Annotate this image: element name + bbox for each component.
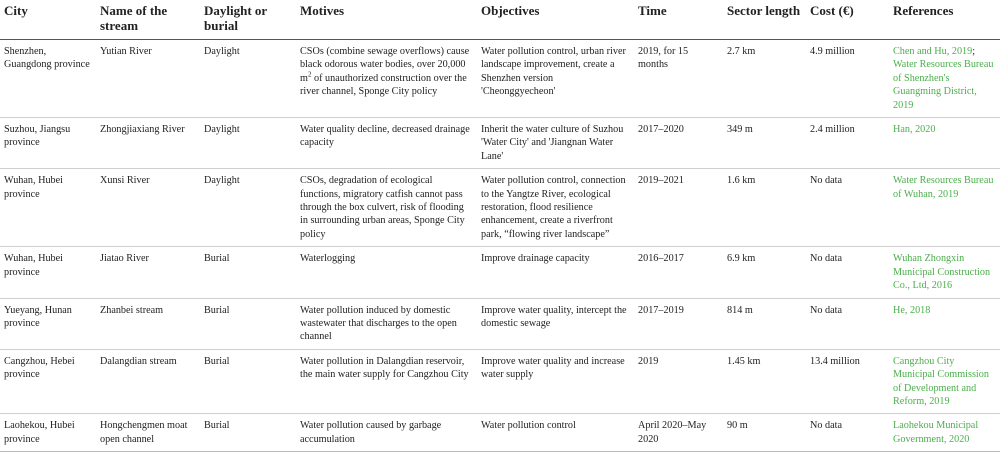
references-cell xyxy=(889,349,1000,414)
length-cell: 90 m xyxy=(723,414,806,452)
motives-cell: Water pollution induced by domestic wastewater that discharges to the open channel xyxy=(296,298,477,349)
type-cell: Burial xyxy=(200,298,296,349)
length-cell: 1.45 km xyxy=(723,349,806,414)
header-type: Daylight or burial xyxy=(200,0,296,40)
header-time: Time xyxy=(634,0,723,40)
header-city: City xyxy=(0,0,96,40)
header-objectives: Objectives xyxy=(477,0,634,40)
reference-link[interactable]: He, 2018 xyxy=(893,304,931,316)
reference-link[interactable]: Water Resources Bureau of Shenzhen's Guangming District, 2019 xyxy=(893,59,994,111)
stream-cell: Yutian River xyxy=(96,40,200,118)
cost-cell: 4.9 million xyxy=(806,40,889,118)
objectives-cell: Inherit the water culture of Suzhou 'Water City' and 'Jiangnan Water Lane' xyxy=(477,118,634,169)
cost-cell: 2.4 million xyxy=(806,118,889,169)
table-row xyxy=(0,40,1000,118)
reference-link[interactable]: Cangzhou City Municipal Commission of Development and Reform, 2019 xyxy=(893,355,989,407)
objectives-cell: Water pollution control, connection to the Yangtze River, ecological restoration, flood resilience enhancement, create a riverfront park, “flowing river landscape” xyxy=(477,169,634,247)
city-cell: Cangzhou, Hebei province xyxy=(0,349,96,414)
superscript: 2 xyxy=(307,70,312,79)
reference-separator: ; xyxy=(972,46,976,57)
time-cell: 2017–2019 xyxy=(634,298,723,349)
length-cell: 349 m xyxy=(723,118,806,169)
type-cell: Burial xyxy=(200,247,296,298)
motives-cell: Water pollution caused by garbage accumulation xyxy=(296,414,477,452)
cost-cell: No data xyxy=(806,298,889,349)
stream-cell: Jiatao River xyxy=(96,247,200,298)
stream-cell: Zhanbei stream xyxy=(96,298,200,349)
time-cell: April 2020–May 2020 xyxy=(634,414,723,452)
objectives-cell: Improve water quality, intercept the domestic sewage xyxy=(477,298,634,349)
references-cell xyxy=(889,414,1000,452)
header-stream: Name of the stream xyxy=(96,0,200,40)
motives-cell: CSOs, degradation of ecological functions, migratory catfish cannot pass through the box culvert, risk of flooding in surrounding urban areas, Sponge City policy xyxy=(296,169,477,247)
references-cell xyxy=(889,298,1000,349)
motives-text: CSOs (combine sewage overflows) cause black odorous water bodies, over 20,000 m xyxy=(300,46,470,84)
reference-link[interactable]: Han, 2020 xyxy=(893,124,936,136)
cost-cell: No data xyxy=(806,247,889,298)
time-cell: 2019, for 15 months xyxy=(634,40,723,118)
table-row xyxy=(0,349,1000,414)
type-cell: Burial xyxy=(200,349,296,414)
header-row xyxy=(0,0,1000,40)
cost-cell: 13.4 million xyxy=(806,349,889,414)
objectives-cell: Improve drainage capacity xyxy=(477,247,634,298)
motives-cell xyxy=(296,40,477,118)
objectives-cell: Water pollution control, urban river landscape improvement, create a Shenzhen version 'Cheonggyecheon' xyxy=(477,40,634,118)
stream-cell: Dalangdian stream xyxy=(96,349,200,414)
header-references: References xyxy=(889,0,1000,40)
stream-cell: Zhongjiaxiang River xyxy=(96,118,200,169)
city-cell: Yueyang, Hunan province xyxy=(0,298,96,349)
table-row xyxy=(0,414,1000,452)
motives-cell: Waterlogging xyxy=(296,247,477,298)
time-cell: 2019–2021 xyxy=(634,169,723,247)
reference-link[interactable]: Wuhan Zhongxin Municipal Construction Co., Ltd, 2016 xyxy=(893,253,991,292)
type-cell: Burial xyxy=(200,414,296,452)
cost-cell: No data xyxy=(806,169,889,247)
time-cell: 2016–2017 xyxy=(634,247,723,298)
references-cell xyxy=(889,40,1000,118)
length-cell: 6.9 km xyxy=(723,247,806,298)
type-cell: Daylight xyxy=(200,118,296,169)
reference-link[interactable]: Water Resources Bureau of Wuhan, 2019 xyxy=(893,175,994,200)
header-motives: Motives xyxy=(296,0,477,40)
motives-text: of unauthorized construction over the river channel, Sponge City policy xyxy=(300,72,467,98)
table-row xyxy=(0,118,1000,169)
cost-cell: No data xyxy=(806,414,889,452)
city-cell: Wuhan, Hubei province xyxy=(0,247,96,298)
motives-cell: Water pollution in Dalangdian reservoir, the main water supply for Cangzhou City xyxy=(296,349,477,414)
reference-link[interactable]: Chen and Hu, 2019 xyxy=(893,46,973,57)
length-cell: 2.7 km xyxy=(723,40,806,118)
type-cell: Daylight xyxy=(200,40,296,118)
objectives-cell: Water pollution control xyxy=(477,414,634,452)
length-cell: 1.6 km xyxy=(723,169,806,247)
table-row xyxy=(0,169,1000,247)
time-cell: 2017–2020 xyxy=(634,118,723,169)
motives-cell: Water quality decline, decreased drainage capacity xyxy=(296,118,477,169)
reference-link[interactable]: Laohekou Municipal Government, 2020 xyxy=(893,420,979,445)
city-cell: Suzhou, Jiangsu province xyxy=(0,118,96,169)
header-length: Sector length xyxy=(723,0,806,40)
time-cell: 2019 xyxy=(634,349,723,414)
length-cell: 814 m xyxy=(723,298,806,349)
header-cost: Cost (€) xyxy=(806,0,889,40)
references-cell xyxy=(889,169,1000,247)
type-cell: Daylight xyxy=(200,169,296,247)
references-cell xyxy=(889,247,1000,298)
city-cell: Shenzhen, Guangdong province xyxy=(0,40,96,118)
stream-cell: Hongchengmen moat open channel xyxy=(96,414,200,452)
city-cell: Wuhan, Hubei province xyxy=(0,169,96,247)
references-cell xyxy=(889,118,1000,169)
city-cell: Laohekou, Hubei province xyxy=(0,414,96,452)
table-row xyxy=(0,298,1000,349)
table-row xyxy=(0,247,1000,298)
stream-cell: Xunsi River xyxy=(96,169,200,247)
objectives-cell: Improve water quality and increase water supply xyxy=(477,349,634,414)
